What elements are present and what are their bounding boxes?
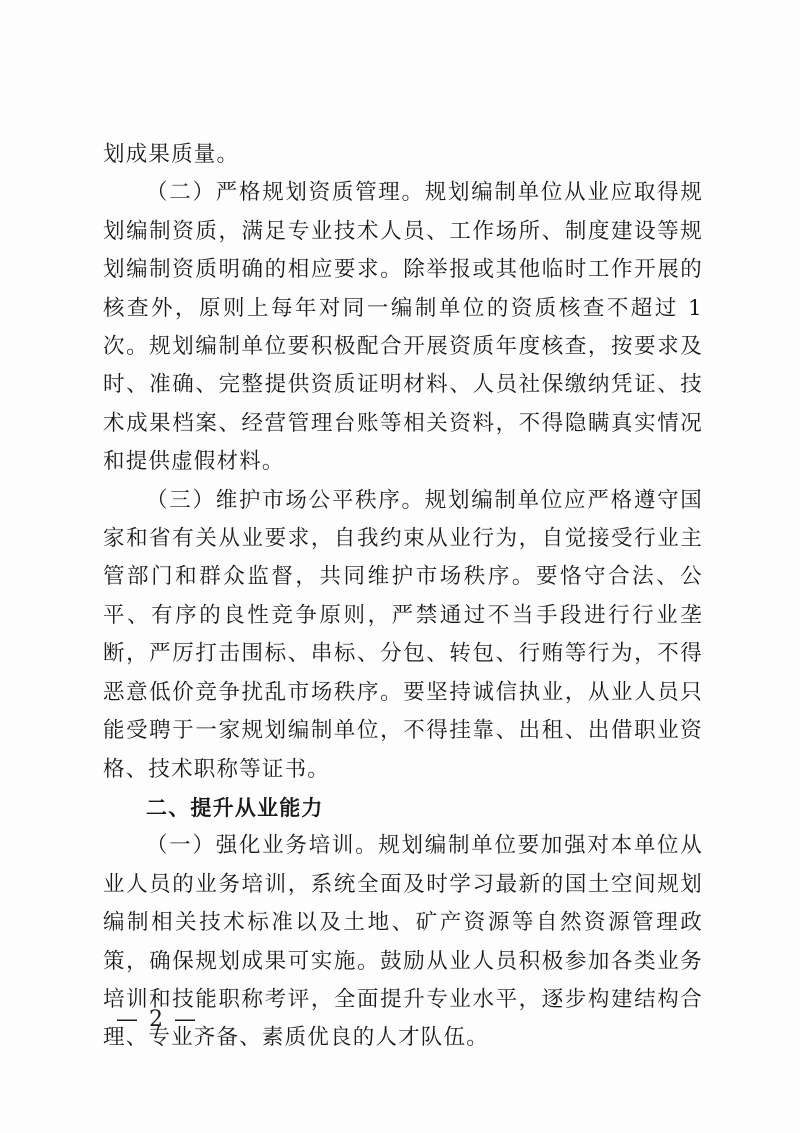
paragraph-lead: （一）强化业务培训。 bbox=[146, 833, 379, 859]
paragraph-qualification-management bbox=[103, 174, 703, 481]
paragraph-body: 规划编制单位应严格遵守国家和省有关从业要求，自我约束从业行为，自觉接受行业主管部门和群众监督，共同维护市场秩序。要恪守合法、公平、有序的良性竞争原则，严禁通过不当手段进行行业垄断，严厉打击围标、串标、分包、转包、行贿等行为，不得恶意低价竞争扰乱市场秩序。要坚持诚信执业，从业人员只能受聘于一家规划编制单位，不得挂靠、出租、出借职业资格、技术职称等证书。 bbox=[103, 487, 703, 782]
paragraph-market-order bbox=[103, 482, 703, 789]
paragraph-body: 规划编制单位要加强对本单位从业人员的业务培训，系统全面及时学习最新的国土空间规划编制相关技术标准以及土地、矿产资源等自然资源管理政策，确保规划成果可实施。鼓励从业人员积极参加各类业务培训和技能职称考评，全面提升专业水平，逐步构建结构合理、专业齐备、素质优良的人才队伍。 bbox=[103, 833, 703, 1051]
section-heading: 二、提升从业能力 bbox=[146, 795, 324, 820]
paragraph-lead: （三）维护市场公平秩序。 bbox=[146, 487, 425, 513]
paragraph-lead: （二）严格规划资质管理。 bbox=[146, 180, 425, 206]
page-number: — 2 — bbox=[116, 1007, 198, 1032]
document-body bbox=[103, 136, 703, 1058]
paragraph-body: 规划编制单位从业应取得规划编制资质，满足专业技术人员、工作场所、制度建设等规划编制资质明确的相应要求。除举报或其他临时工作开展的核查外，原则上每年对同一编制单位的资质核查不超过 1 次。规划编制单位要积极配合开展资质年度核查，按要求及时、准确、完整提供资质证明材料、人员社保缴纳凭证、技术成果档案、经营管理台账等相关资料，不得隐瞒真实情况和提供虚假材料。 bbox=[103, 180, 703, 475]
continuation-paragraph: 划成果质量。 bbox=[103, 142, 240, 167]
